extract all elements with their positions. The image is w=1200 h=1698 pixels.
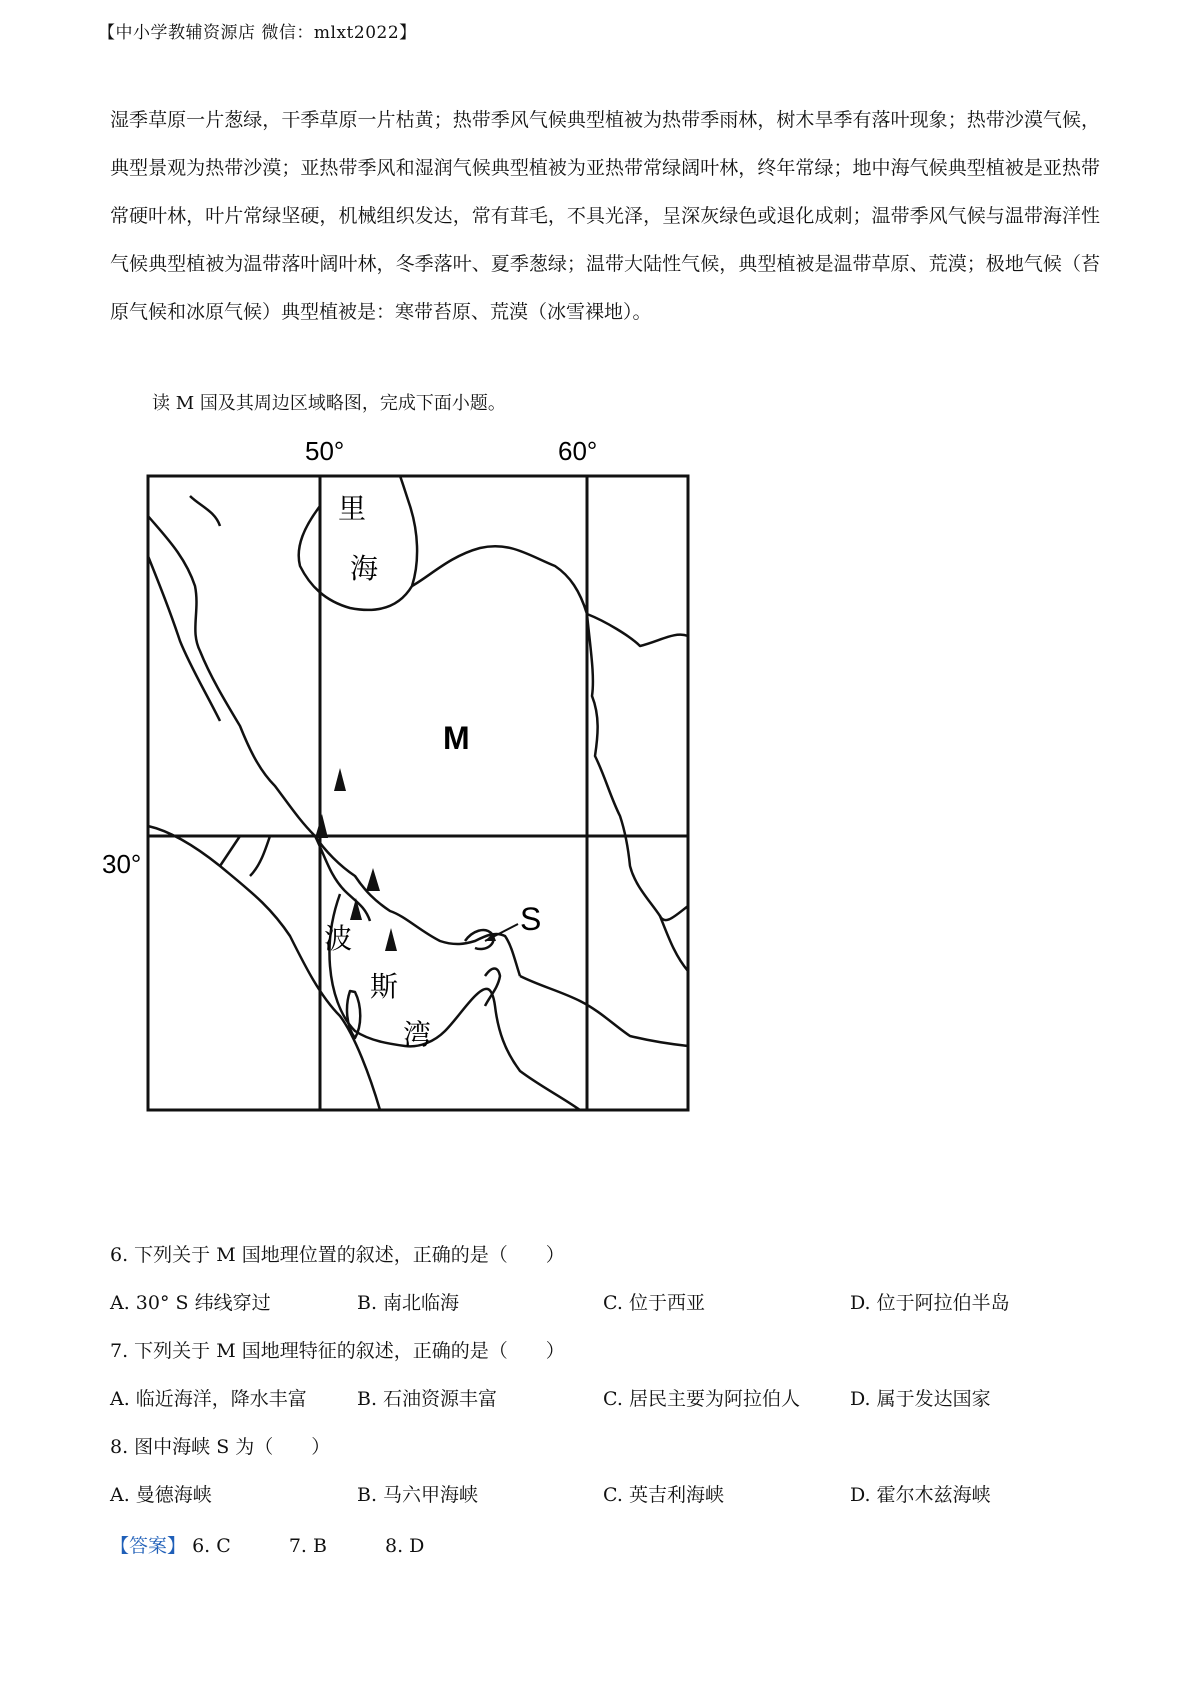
q7-option-b: B. 石油资源丰富 xyxy=(357,1388,498,1410)
q6-option-a: A. 30° S 纬线穿过 xyxy=(110,1292,271,1314)
q7-option-a: A. 临近海洋，降水丰富 xyxy=(110,1388,307,1410)
q6-option-c: C. 位于西亚 xyxy=(603,1292,705,1314)
map-intro: 读 M 国及其周边区域略图，完成下面小题。 xyxy=(152,393,506,414)
pakistan-border xyxy=(660,906,688,920)
iraq-west xyxy=(148,556,220,721)
q6-option-d: D. 位于阿拉伯半岛 xyxy=(850,1292,1010,1314)
q8-option-a: A. 曼德海峡 xyxy=(110,1484,212,1506)
answer-line xyxy=(110,1531,476,1558)
gulf-north-coast xyxy=(315,836,520,976)
map-boundaries xyxy=(148,476,688,1110)
q8-option-b: B. 马六甲海峡 xyxy=(357,1484,479,1506)
map-figure xyxy=(100,436,780,1176)
caspian-label-li: 里 xyxy=(338,492,367,525)
explanation-paragraph: 湿季草原一片葱绿，干季草原一片枯黄；热带季风气候典型植被为热带季雨林，树木旱季有落叶现象；热带沙漠气候，典型景观为热带沙漠；亚热带季风和湿润气候典型植被为亚热带常绿阔叶林，终年常绿；地中海气候典型植被是亚热带常硬叶林，叶片常绿坚硬，机械组织发达，常有茸毛，不具光泽，呈深灰绿色或退化成刺；温带季风气候与温带海洋性气候典型植被为温带落叶阔叶林，冬季落叶、夏季葱绿；温带大陆性气候，典型植被是温带草原、荒漠；极地气候（苔原气候和冰原气候）典型植被是：寒带苔原、荒漠（冰雪裸地）。 xyxy=(110,109,1100,323)
q8-option-c: C. 英吉利海峡 xyxy=(603,1484,724,1506)
q8-option-d: D. 霍尔木兹海峡 xyxy=(850,1484,991,1506)
caspian-label-hai: 海 xyxy=(350,552,379,585)
strait-s-label: S xyxy=(520,901,542,937)
gulf-label-wan: 湾 xyxy=(403,1018,432,1051)
map-svg xyxy=(100,436,780,1176)
gulf-label-si: 斯 xyxy=(370,970,399,1003)
triangle-marker xyxy=(350,898,362,920)
turkey-border xyxy=(190,496,220,526)
q7-option-d: D. 属于发达国家 xyxy=(850,1388,991,1410)
answer-item: 7. B xyxy=(288,1535,327,1557)
q6-option-b: B. 南北临海 xyxy=(357,1292,460,1314)
q7-option-c: C. 居民主要为阿拉伯人 xyxy=(603,1388,800,1410)
triangle-marker xyxy=(334,768,346,791)
gulf-south-coast xyxy=(329,894,580,1110)
answer-tag: 【答案】 xyxy=(110,1535,187,1557)
musandam xyxy=(485,969,500,1007)
kuwait-border xyxy=(220,836,240,866)
question-8-stem: 8. 图中海峡 S 为（ ） xyxy=(110,1436,331,1458)
country-m-label: M xyxy=(443,720,470,756)
map-frame xyxy=(148,476,688,1110)
question-7-stem: 7. 下列关于 M 国地理特征的叙述，正确的是（ ） xyxy=(110,1340,565,1362)
watermark-header: 【中小学教辅资源店 微信：mlxt2022】 xyxy=(98,23,417,43)
lon-60-label: 60° xyxy=(558,436,598,466)
m-north-border xyxy=(412,546,688,646)
gulf-label-bo: 波 xyxy=(324,922,353,955)
triangle-marker xyxy=(366,868,380,891)
lon-50-label: 50° xyxy=(305,436,345,466)
triangle-marker xyxy=(385,928,397,951)
answer-item: 8. D xyxy=(385,1535,425,1557)
oman-coast xyxy=(520,976,688,1046)
question-6-stem: 6. 下列关于 M 国地理位置的叙述，正确的是（ ） xyxy=(110,1244,565,1266)
answer-item: 6. C xyxy=(192,1535,231,1557)
iraq-kuwait xyxy=(250,836,270,876)
triangle-marker xyxy=(315,814,328,838)
lat-30-label: 30° xyxy=(102,849,142,879)
